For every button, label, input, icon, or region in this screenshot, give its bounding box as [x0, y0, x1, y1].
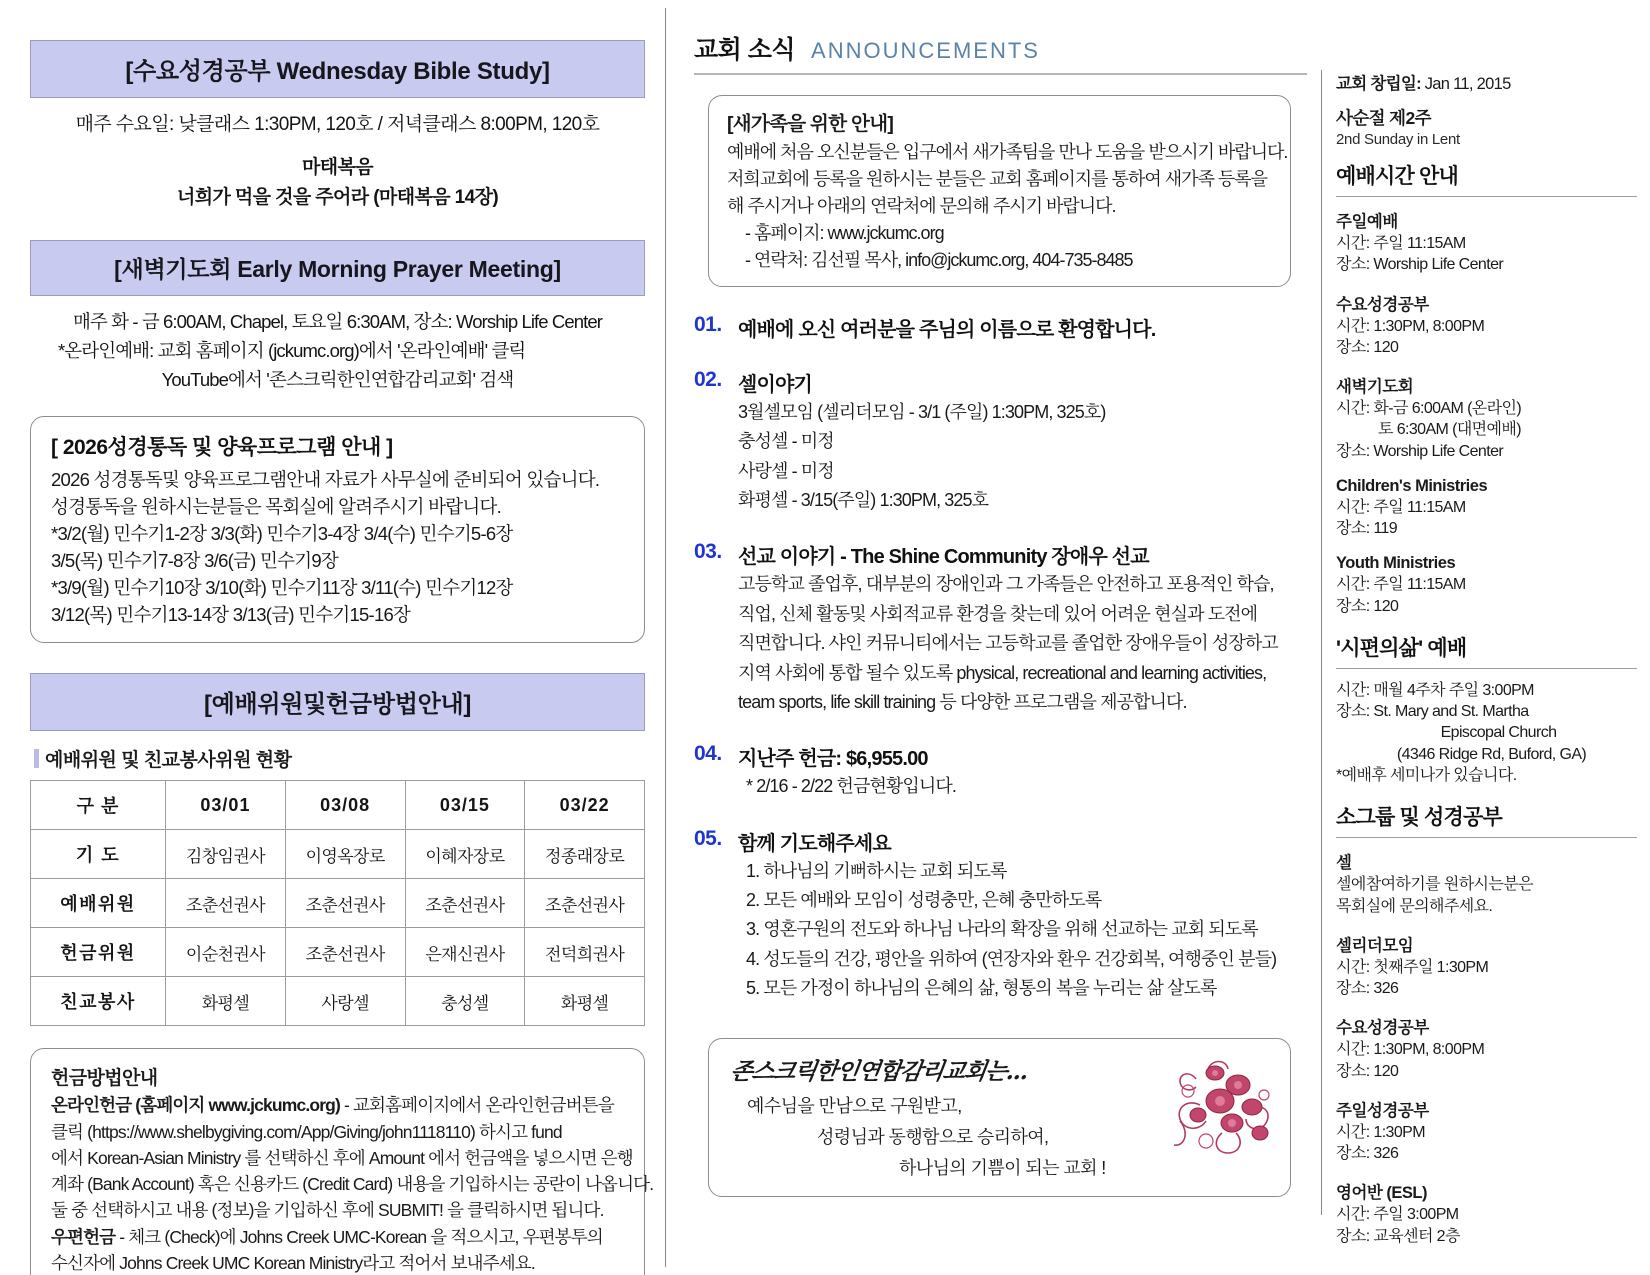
- small-group: [1336, 1097, 1637, 1165]
- worship-group-name: 주일예배: [1336, 213, 1398, 231]
- small-group-detail: 시간: 주일 3:00PM: [1336, 1206, 1459, 1224]
- announcement-item: [694, 827, 1307, 1003]
- prayer-request: 1. 하나님의 기뻐하시는 교회 되도록: [746, 860, 1007, 881]
- announcement-item: [694, 742, 1307, 800]
- announcement-number: 04.: [694, 742, 722, 766]
- bible-program-line: 2026 성경통독및 양육프로그램안내 자료가 사무실에 준비되어 있습니다.: [51, 469, 600, 491]
- offering-line: 클릭 (https://www.shelbygiving.com/App/Giving/john1118110) 하시고 fund: [51, 1121, 562, 1142]
- bible-program-line: 성경통독을 원하시는분들은 목회실에 알려주시기 바랍니다.: [51, 496, 501, 518]
- small-group: [1336, 849, 1637, 917]
- col-header-division: 구 분: [31, 781, 166, 830]
- founded-label: 교회 창립일:: [1336, 75, 1421, 93]
- announcement-detail: 화평셀 - 3/15(주일) 1:30PM, 325호: [738, 490, 989, 511]
- announcements-title-ko: 교회 소식: [694, 36, 796, 64]
- wed-line-2: 마태복음: [301, 157, 374, 179]
- committee-section-text: 예배위원 및 친교봉사위원 현황: [45, 750, 292, 772]
- table-cell: 충성셀: [405, 977, 525, 1026]
- small-group-heading: 소그룹 및 성경공부: [1336, 806, 1502, 830]
- psalm-worship-heading: '시편의삶' 예배: [1336, 636, 1467, 660]
- psalm-detail: Episcopal Church: [1440, 724, 1557, 742]
- worship-group-detail: 장소: Worship Life Center: [1336, 442, 1504, 460]
- small-group-detail: 시간: 첫째주일 1:30PM: [1336, 958, 1489, 976]
- table-cell: 은재신권사: [405, 928, 525, 977]
- bible-program-title: [ 2026성경통독 및 양육프로그램 안내 ]: [51, 436, 393, 460]
- table-row: [31, 977, 645, 1026]
- small-group-detail: 장소: 교육센터 2층: [1336, 1227, 1460, 1245]
- psalm-heading-divider: [1336, 668, 1637, 669]
- vision-line-3: 하나님의 기쁨이 되는 교회 !: [899, 1158, 1106, 1179]
- announcement-body: [738, 827, 1307, 1003]
- announcement-heading: 예배에 오신 여러분을 주님의 이름으로 환영합니다.: [738, 319, 1156, 341]
- announcement-heading: 지난주 헌금: $6,955.00: [738, 748, 928, 771]
- offering-online-rest: - 교회홈페이지에서 온라인헌금버튼을: [340, 1095, 614, 1116]
- small-group: [1336, 1014, 1637, 1082]
- worship-group-name: Children's Ministries: [1336, 476, 1488, 495]
- flower-decoration-icon: [1160, 1049, 1280, 1161]
- new-family-line: 해 주시거나 아래의 연락처에 문의해 주시기 바랍니다.: [727, 196, 1116, 216]
- church-founded-date: [1336, 70, 1637, 94]
- table-cell: 이혜자장로: [405, 830, 525, 879]
- small-group-name: 셀리더모임: [1336, 936, 1414, 955]
- table-row: [31, 830, 645, 879]
- new-family-contact: - 연락처: 김선필 목사, info@jckumc.org, 404-735-8485: [745, 250, 1133, 270]
- announcement-item: [694, 368, 1307, 514]
- announcement-number: 05.: [694, 826, 722, 850]
- psalm-detail: 장소: St. Mary and St. Martha: [1336, 703, 1529, 721]
- small-group-detail: 장소: 120: [1336, 1062, 1399, 1080]
- offering-mail-label: 우편헌금: [51, 1226, 116, 1247]
- worship-group-detail: 시간: 주일 11:15AM: [1336, 235, 1466, 252]
- offering-online-line: [51, 1092, 626, 1118]
- lent-week-ko: 사순절 제2주: [1336, 108, 1431, 128]
- offering-line: 둘 중 선택하시고 내용 (정보)을 기입하신 후에 SUBMIT! 을 클릭하시면 됩니다.: [51, 1200, 604, 1221]
- offering-line: 계좌 (Bank Account) 혹은 신용카드 (Credit Card) 내용을 기입하시는 공란이 나옵니다.: [51, 1174, 654, 1195]
- table-header-row: [31, 781, 645, 830]
- announcement-number: 01.: [694, 313, 722, 336]
- prayer-request: 2. 모든 예배와 모임이 성령충만, 은혜 충만하도록: [746, 889, 1102, 910]
- worship-group: [1336, 554, 1637, 617]
- announcement-heading: 셀이야기: [738, 374, 813, 396]
- row-label: 친교봉사: [31, 977, 166, 1026]
- section-marker-icon: [34, 749, 39, 768]
- new-family-guide-box: [708, 95, 1291, 287]
- worship-group-name: 새벽기도회: [1336, 378, 1414, 397]
- offering-mail-rest: - 체크 (Check)에 Johns Creek UMC-Korean 을 적으시고, 우편봉투의: [115, 1226, 603, 1247]
- table-row: [31, 879, 645, 928]
- announcement-body: [738, 368, 1307, 514]
- prayer-request: 3. 영혼구원의 전도와 하나님 나라의 확장을 위해 선교하는 교회 되도록: [746, 919, 1258, 940]
- offering-online-label: 온라인헌금 (홈페이지 www.jckumc.org): [51, 1095, 340, 1116]
- announcement-detail: 직업, 신체 활동및 사회적교류 환경을 찾는데 있어 어려운 현실과 도전에: [738, 603, 1258, 624]
- worship-group-detail: 시간: 화-금 6:00AM (온라인): [1336, 400, 1522, 418]
- announcement-heading: 함께 기도해주세요: [738, 832, 891, 855]
- small-group-name: 셀: [1336, 854, 1352, 873]
- row-label: 예배위원: [31, 879, 166, 928]
- announcement-detail: 3월셀모임 (셀리더모임 - 3/1 (주일) 1:30PM, 325호): [738, 402, 1106, 422]
- small-group-name: 영어반 (ESL): [1336, 1184, 1427, 1203]
- col-header-date-2: 03/08: [285, 781, 405, 830]
- bible-program-line: 3/5(목) 민수기7-8장 3/6(금) 민수기9장: [51, 550, 338, 572]
- new-family-website: - 홈페이지: www.jckumc.org: [745, 223, 944, 243]
- offering-mail-line-2: 수신자에 Johns Creek UMC Korean Ministry라고 적어서 보내주세요.: [51, 1252, 535, 1273]
- new-family-line: 저희교회에 등록을 원하시는 분들은 교회 홈페이지를 통하여 새가족 등록을: [727, 169, 1268, 189]
- prayer-request: 4. 성도들의 건강, 평안을 위하여 (연장자와 환우 건강회복, 여행중인 분들): [746, 948, 1277, 969]
- announcement-item: [694, 540, 1307, 716]
- table-cell: 화평셀: [166, 977, 286, 1026]
- small-group-detail: 장소: 326: [1336, 980, 1399, 998]
- worship-committee-banner: [예배위원및헌금방법안내]: [30, 673, 645, 731]
- founded-value: Jan 11, 2015: [1420, 75, 1511, 93]
- worship-group-name: 수요성경공부: [1336, 295, 1429, 314]
- table-cell: 정종래장로: [525, 830, 645, 879]
- emp-line-3: YouTube에서 '존스크릭한인연합감리교회' 검색: [161, 368, 514, 390]
- worship-group-detail: 토 6:30AM (대면예배): [1378, 421, 1521, 439]
- bible-program-line: 3/12(목) 민수기13-14장 3/13(금) 민수기15-16장: [51, 604, 411, 626]
- worship-heading-divider: [1336, 196, 1637, 197]
- worship-group: [1336, 477, 1637, 540]
- wednesday-bible-study-details: [30, 98, 645, 212]
- church-vision-box: [708, 1038, 1291, 1197]
- new-family-line: 예배에 처음 오신분들은 입구에서 새가족팀을 만나 도움을 받으시기 바랍니다.: [727, 142, 1288, 162]
- prayer-request: 5. 모든 가정이 하나님의 은혜의 삶, 형통의 복을 누리는 삶 살도록: [746, 978, 1217, 999]
- right-sidebar: [1321, 0, 1650, 1275]
- worship-group: [1336, 373, 1637, 462]
- announcement-item: [694, 313, 1307, 342]
- right-sidebar-body: [1322, 70, 1637, 1275]
- worship-times-heading: 예배시간 안내: [1336, 165, 1458, 188]
- small-group-name: 주일성경공부: [1336, 1101, 1429, 1120]
- worship-group-detail: 시간: 1:30PM, 8:00PM: [1336, 317, 1485, 335]
- col-header-date-3: 03/15: [405, 781, 525, 830]
- table-cell: 조춘선권사: [285, 928, 405, 977]
- psalm-detail: 시간: 매월 4주차 주일 3:00PM: [1336, 681, 1534, 699]
- announcement-body: [738, 742, 1307, 800]
- table-cell: 조춘선권사: [405, 879, 525, 928]
- vision-line-2: 성령님과 동행함으로 승리하여,: [817, 1127, 1049, 1148]
- announcement-number: 03.: [694, 540, 722, 564]
- new-family-title: [새가족을 위한 안내]: [727, 113, 894, 135]
- offering-methods-box: [30, 1048, 654, 1275]
- psalm-detail: *예배후 세미나가 있습니다.: [1336, 766, 1517, 784]
- vision-line-1: 예수님을 만남으로 구원받고,: [747, 1096, 962, 1117]
- worship-committee-table: [30, 780, 645, 1026]
- table-cell: 조춘선권사: [525, 879, 645, 928]
- offering-line: 에서 Korean-Asian Ministry 를 선택하신 후에 Amount 에서 헌금액을 넣으시면 은행: [51, 1147, 633, 1168]
- announcement-detail: 직면합니다. 샤인 커뮤니티에서는 고등학교를 졸업한 장애우들이 성장하고: [738, 633, 1278, 654]
- announcements-column: [666, 0, 1321, 1275]
- announcement-detail: 고등학교 졸업후, 대부분의 장애인과 그 가족들은 안전하고 포용적인 학습,: [738, 574, 1274, 595]
- small-group-heading-divider: [1336, 837, 1637, 838]
- table-cell: 사랑셀: [285, 977, 405, 1026]
- announcement-detail: 사랑셀 - 미정: [738, 460, 834, 481]
- announcement-detail: 충성셀 - 미정: [738, 431, 834, 452]
- table-row: [31, 928, 645, 977]
- wed-line-3: 너희가 먹을 것을 주어라 (마태복음 14장): [176, 186, 499, 208]
- small-group-detail: 목회실에 문의해주세요.: [1336, 897, 1493, 915]
- bible-program-line: *3/2(월) 민수기1-2장 3/3(화) 민수기3-4장 3/4(수) 민수기5-6장: [51, 523, 513, 545]
- worship-group-name: Youth Ministries: [1336, 554, 1456, 573]
- small-group-detail: 장소: 326: [1336, 1145, 1399, 1163]
- worship-group: [1336, 208, 1637, 276]
- announcement-body: [738, 540, 1307, 716]
- table-cell: 조춘선권사: [285, 879, 405, 928]
- worship-group-detail: 시간: 주일 11:15AM: [1336, 576, 1466, 594]
- small-group-detail: 시간: 1:30PM, 8:00PM: [1336, 1041, 1485, 1059]
- announcement-body: [738, 313, 1307, 342]
- wed-line-1: 매주 수요일: 낮클래스 1:30PM, 120호 / 저녁클래스 8:00PM, 120호: [75, 114, 600, 135]
- announcement-detail: * 2/16 - 2/22 헌금현황입니다.: [746, 776, 956, 797]
- early-morning-prayer-banner: [새벽기도회 Early Morning Prayer Meeting]: [30, 240, 645, 296]
- row-label: 헌금위원: [31, 928, 166, 977]
- early-morning-prayer-details: [30, 296, 645, 394]
- table-cell: 화평셀: [525, 977, 645, 1026]
- small-group-detail: 셀에참여하기를 원하시는분은: [1336, 876, 1533, 894]
- worship-group-detail: 장소: Worship Life Center: [1336, 256, 1504, 274]
- small-group: [1336, 932, 1637, 1000]
- worship-group-detail: 시간: 주일 11:15AM: [1336, 498, 1466, 516]
- wednesday-bible-study-banner: [수요성경공부 Wednesday Bible Study]: [30, 40, 645, 98]
- offering-mail-line: [51, 1224, 626, 1250]
- row-label: 기 도: [31, 830, 166, 879]
- left-column: [0, 0, 665, 1275]
- announcement-detail: team sports, life skill training 등 다양한 프로그램을 제공합니다.: [738, 691, 1187, 712]
- worship-group-detail: 장소: 120: [1336, 597, 1399, 615]
- committee-section-label: [34, 745, 645, 772]
- small-group-name: 수요성경공부: [1336, 1019, 1429, 1038]
- table-cell: 김창임권사: [166, 830, 286, 879]
- small-group: [1336, 1179, 1637, 1247]
- table-cell: 조춘선권사: [166, 879, 286, 928]
- announcements-header: [694, 30, 1307, 75]
- announcement-number: 02.: [694, 368, 722, 391]
- col-header-date-4: 03/22: [525, 781, 645, 830]
- vision-script-heading: 존스크릭한인연합감리교회는...: [728, 1058, 1030, 1086]
- bible-reading-program-box: [30, 416, 645, 643]
- psalm-detail: (4346 Ridge Rd, Buford, GA): [1396, 745, 1587, 763]
- worship-group: [1336, 291, 1637, 359]
- col-header-date-1: 03/01: [166, 781, 286, 830]
- announcements-title-en: ANNOUNCEMENTS: [811, 38, 1040, 63]
- table-cell: 이순천권사: [166, 928, 286, 977]
- bible-program-line: *3/9(월) 민수기10장 3/10(화) 민수기11장 3/11(수) 민수기12장: [51, 577, 513, 599]
- emp-line-1: 매주 화 - 금 6:00AM, Chapel, 토요일 6:30AM, 장소: Worship Life Center: [72, 311, 603, 333]
- worship-group-detail: 장소: 120: [1336, 338, 1399, 356]
- announcement-detail: 지역 사회에 통합 될수 있도록 physical, recreational and learning activities,: [738, 662, 1267, 683]
- small-group-detail: 시간: 1:30PM: [1336, 1123, 1425, 1141]
- psalm-worship-group: [1336, 680, 1637, 786]
- announcement-heading: 선교 이야기 - The Shine Community 장애우 선교: [738, 546, 1149, 569]
- lent-week-en: 2nd Sunday in Lent: [1336, 131, 1460, 148]
- emp-line-2: *온라인예배: 교회 홈페이지 (jckumc.org)에서 '온라인예배' 클릭: [58, 339, 526, 361]
- offering-title: 헌금방법안내: [51, 1068, 158, 1090]
- table-cell: 이영옥장로: [285, 830, 405, 879]
- table-cell: 전덕희권사: [525, 928, 645, 977]
- worship-group-detail: 장소: 119: [1336, 520, 1398, 538]
